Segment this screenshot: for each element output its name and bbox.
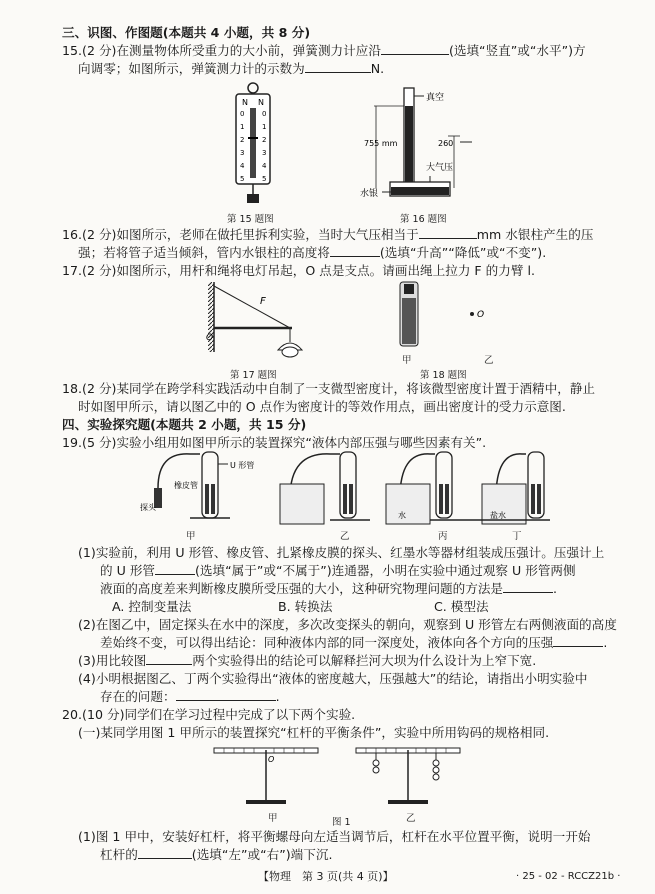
q19-s3: (3)用比较图 两个实验得出的结论可以解释拦河大坝为什么设计为上窄下宽. (78, 653, 537, 668)
svg-text:水银: 水银 (360, 189, 379, 199)
q19-s2-line1: (2)在图乙中，固定探头在水中的深度，多次改变探头的朝向，观察到 U 形管左右两侧液面的高度 (78, 617, 617, 632)
svg-text:1: 1 (240, 123, 245, 131)
q15-blank-2[interactable] (305, 60, 371, 73)
figure-17-lamp (200, 278, 320, 368)
svg-text:O: O (268, 755, 275, 764)
svg-text:5: 5 (262, 175, 267, 183)
figure-20-lever (210, 740, 470, 812)
svg-text:F: F (260, 296, 266, 307)
svg-text:4: 4 (262, 162, 267, 170)
scale-unit-right: N (258, 98, 264, 107)
q19-blank-2[interactable] (503, 580, 553, 593)
svg-text:3: 3 (240, 149, 245, 157)
svg-text:O: O (206, 333, 214, 343)
q19-blank-5[interactable] (176, 688, 276, 701)
footer-code: · 25 - 02 - RCCZ21b · (516, 871, 621, 882)
svg-text:盐水: 盐水 (490, 511, 506, 520)
q19-s4-line1: (4)小明根据图乙、丁两个实验得出“液体的密度越大，压强越大”的结论，请指出小明实验中 (78, 671, 588, 686)
fig15-caption: 第 15 题图 (227, 214, 274, 225)
fig18-label-jia: 甲 (402, 355, 412, 366)
figure-16-torricelli (360, 84, 500, 212)
section4-title: 四、实验探究题(本题共 2 小题，共 15 分) (62, 417, 307, 432)
figure-18-hydrometer (380, 280, 500, 360)
q19-blank-4[interactable] (146, 652, 192, 665)
q19-s4-line2: 存在的问题： . (100, 689, 280, 704)
q19-s1-line3: 液面的高度差来判断橡皮膜所受压强的大小，这种研究物理问题的方法是 . (100, 581, 558, 596)
q19-s1-line1: (1)实验前，利用 U 形管、橡皮管、扎紧橡皮膜的探头、红墨水等器材组装成压强计。压强计上 (78, 545, 605, 560)
q20-blank-1[interactable] (138, 846, 192, 859)
scale-unit-left: N (242, 98, 248, 107)
fig16-caption: 第 16 题图 (400, 214, 447, 225)
fig20-title: 图 1 (332, 817, 351, 828)
fig19-label-ding: 丁 (512, 531, 522, 542)
footer-page: 【物理 第 3 页(共 4 页)】 (258, 870, 394, 883)
lever-jia (214, 748, 318, 804)
q19-option-b[interactable]: B. 转换法 (278, 599, 333, 614)
q20-sub1: (一)某同学用图 1 甲所示的装置探究“杠杆的平衡条件”，实验中所用钩码的规格相同. (78, 725, 550, 740)
fig19-label-yi: 乙 (340, 531, 350, 542)
q15-line2: 向调零；如图所示，弹簧测力计的示数为 N. (78, 61, 385, 76)
svg-text:260: 260 (438, 139, 454, 148)
q18-line2: 时如图甲所示，请以图乙中的 O 点作为密度计的等效作用点，画出密度计的受力示意图. (78, 399, 566, 414)
fig19-label-bing: 丙 (438, 531, 448, 542)
section3-title: 三、识图、作图题(本题共 4 小题，共 8 分) (62, 25, 311, 40)
svg-text:探头: 探头 (140, 503, 156, 512)
svg-text:水: 水 (398, 511, 406, 520)
svg-text:2: 2 (240, 136, 245, 144)
lever-yi (356, 748, 460, 804)
fig19-jia (140, 452, 254, 518)
svg-text:4: 4 (240, 162, 245, 170)
q19-s2-line2: 差始终不变，可以得出结论：同种液体内部的同一深度处，液体向各个方向的压强 . (100, 635, 608, 650)
svg-text:O: O (477, 310, 485, 320)
fig20-label-jia: 甲 (268, 813, 278, 824)
svg-text:755 mm: 755 mm (364, 139, 398, 148)
fig19-yi (280, 452, 370, 524)
q16-blank-2[interactable] (330, 244, 380, 257)
svg-text:大气压: 大气压 (426, 163, 454, 173)
fig19-bing (386, 452, 452, 524)
q16-line2: 强；若将管子适当倾斜，管内水银柱的高度将 (选填“升高”“降低”或“不变”). (78, 245, 547, 260)
q20-s1-line1: (1)图 1 甲中，安装好杠杆，将平衡螺母向左适当调节后，杠杆在水平位置平衡，说明一开始 (78, 829, 591, 844)
figure-19-pressure-gauges (130, 448, 560, 534)
fig17-caption: 第 17 题图 (230, 370, 277, 381)
q19-blank-1[interactable] (155, 562, 195, 575)
q20-s1-line2: 杠杆的 (选填“左”或“右”)端下沉. (100, 847, 333, 862)
svg-text:0: 0 (240, 110, 245, 118)
q19-intro: 19.(5 分)实验小组用如图甲所示的装置探究“液体内部压强与哪些因素有关”. (62, 435, 487, 450)
svg-text:1: 1 (262, 123, 267, 131)
svg-text:真空: 真空 (426, 93, 445, 103)
fig19-label-jia: 甲 (186, 531, 196, 542)
q19-option-a[interactable]: A. 控制变量法 (112, 599, 192, 614)
fig20-label-yi: 乙 (406, 813, 416, 824)
q18-line1: 18.(2 分)某同学在跨学科实践活动中自制了一支微型密度计，将该微型密度计置于酒精中，静止 (62, 381, 596, 396)
svg-text:2: 2 (262, 136, 267, 144)
q19-s1-line2: 的 U 形管 (选填“属于”或“不属于”)连通器，小明在实验中通过观察 U 形管两侧 (100, 563, 576, 578)
q16-blank-1[interactable] (419, 226, 477, 239)
fig18-label-yi: 乙 (484, 355, 494, 366)
q19-option-c[interactable]: C. 模型法 (434, 599, 489, 614)
svg-text:3: 3 (262, 149, 267, 157)
q15-blank-1[interactable] (381, 42, 449, 55)
fig18-caption: 第 18 题图 (420, 370, 467, 381)
q16-line1: 16.(2 分)如图所示，老师在做托里拆利实验，当时大气压相当于 mm 水银柱产生的压 (62, 227, 594, 242)
q20-intro: 20.(10 分)同学们在学习过程中完成了以下两个实验. (62, 707, 356, 722)
q17-text: 17.(2 分)如图所示，用杆和绳将电灯吊起，O 点是支点。请画出绳上拉力 F 的力臂 l. (62, 263, 535, 278)
q15-line1: 15.(2 分)在测量物体所受重力的大小前，弹簧测力计应沿 (选填“竖直”或“水平”)方 (62, 43, 586, 58)
svg-text:0: 0 (262, 110, 267, 118)
svg-text:5: 5 (240, 175, 245, 183)
svg-text:橡皮管: 橡皮管 (174, 481, 198, 490)
svg-text:U 形管: U 形管 (230, 461, 255, 470)
q19-blank-3[interactable] (553, 634, 603, 647)
figure-15-spring-scale (220, 80, 290, 212)
